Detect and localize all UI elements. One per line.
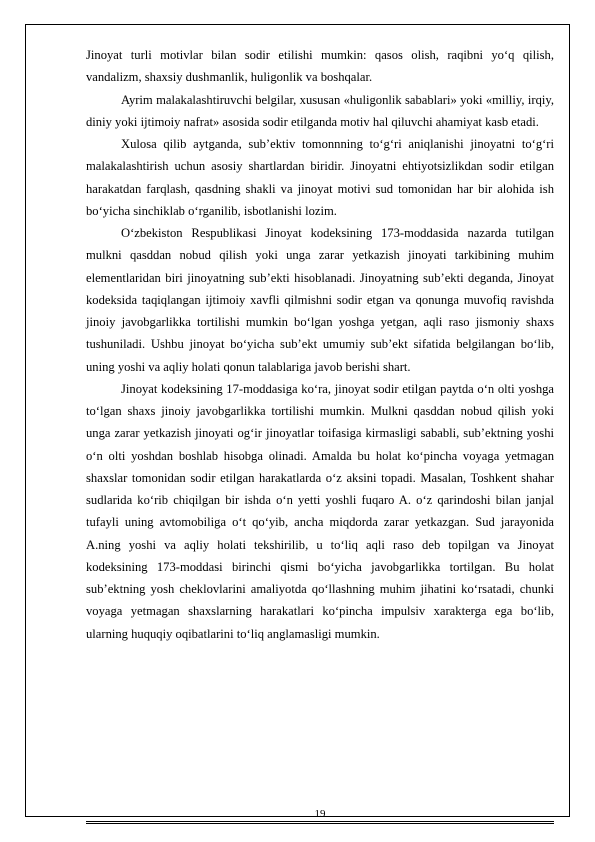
paragraph-conclusion: Xulosa qilib aytganda, sub’ektiv tomonnning to‘g‘ri aniqlanishi jinoyatni to‘g‘ri malakalashtirish uchun asosiy shartlardan biridir. Jinoyatni ehtiyotsizlikdan sodir etilgan harakatdan farqlash, qasdning shakli va jinoyat motivi sud tomonidan har bir alohida ish bo‘yicha sinchiklab o‘rganilib, isbotlanishi lozim. [86,137,554,218]
document-body [86,44,554,645]
paragraph-motives: Jinoyat turli motivlar bilan sodir etilishi mumkin: qasos olish, raqibni yo‘q qilish, vandalizm, shaxsiy dushmanlik, huligonlik va boshqalar. [86,48,554,85]
footer-rule-top [86,821,554,822]
paragraph-subject-of-crime: O‘zbekiston Respublikasi Jinoyat kodeksining 173-moddasida nazarda tutilgan mulkni qasddan nobud qilish yoki unga zarar yetkazish jinoyati tarkibining muhim elementlaridan biri jinoyatning sub’ekti hisoblanadi. Jinoyatning sub’ekti deganda, Jinoyat kodeksida taqiqlangan ijtimoiy xavfli qilmishni sodir etgan va qonunga muvofiq ravishda jinoiy javobgarlikka tortilishi mumkin bo‘lgan yoshga yetgan, aqli raso jismoniy shaxs tushuniladi. Ushbu jinoyat bo‘yicha sub’ekt umumiy sub’ekt sifatida belgilangan bo‘lib, uning yoshi va aqliy holati qonun talablariga javob berishi shart. [86,226,554,374]
footer-rule-bottom [86,823,554,824]
paragraph-age-of-liability: Jinoyat kodeksining 17-moddasiga ko‘ra, jinoyat sodir etilgan paytda o‘n olti yoshga to‘lgan shaxs jinoiy javobgarlikka tortilishi mumkin. Mulkni qasddan nobud qilish yoki unga zarar yetkazish jinoyati og‘ir jinoyatlar toifasiga kirmasligi sababli, sub’ektning yoshi o‘n olti yoshdan boshlab hisobga olinadi. Amalda bu holat ko‘pincha voyaga yetmagan shaxslar tomonidan sodir etilgan harakatlarda o‘z aksini topadi. Masalan, Toshkent shahar sudlarida ko‘rib chiqilgan bir ishda o‘n yetti yoshli fuqaro A. o‘z qarindoshi bilan janjal tufayli uning avtomobiliga o‘t qo‘yib, ancha miqdorda zarar yetkazgan. Sud jarayonida A.ning yoshi va aqliy holati tekshirilib, u to‘liq aqli raso deb topilgan va Jinoyat kodeksining 173-moddasi birinchi qismi bo‘yicha javobgarlikka tortilgan. Bu holat sub’ektning yosh cheklovlarini amaliyotda qo‘llashning muhim jihatini ko‘rsatadi, chunki voyaga yetmagan shaxslarning harakatlari ko‘pincha impulsiv xarakterga ega bo‘lib, ularning huquqiy oqibatlarini to‘liq anglamasligi mumkin. [86,381,554,641]
paragraph-qualifying-signs: Ayrim malakalashtiruvchi belgilar, xususan «huligonlik sabablari» yoki «milliy, irqiy, diniy yoki ijtimoiy nafrat» asosida sodir etilganda motiv hal qiluvchi ahamiyat kasb etadi. [86,92,554,129]
page-number: 19 [314,808,326,820]
